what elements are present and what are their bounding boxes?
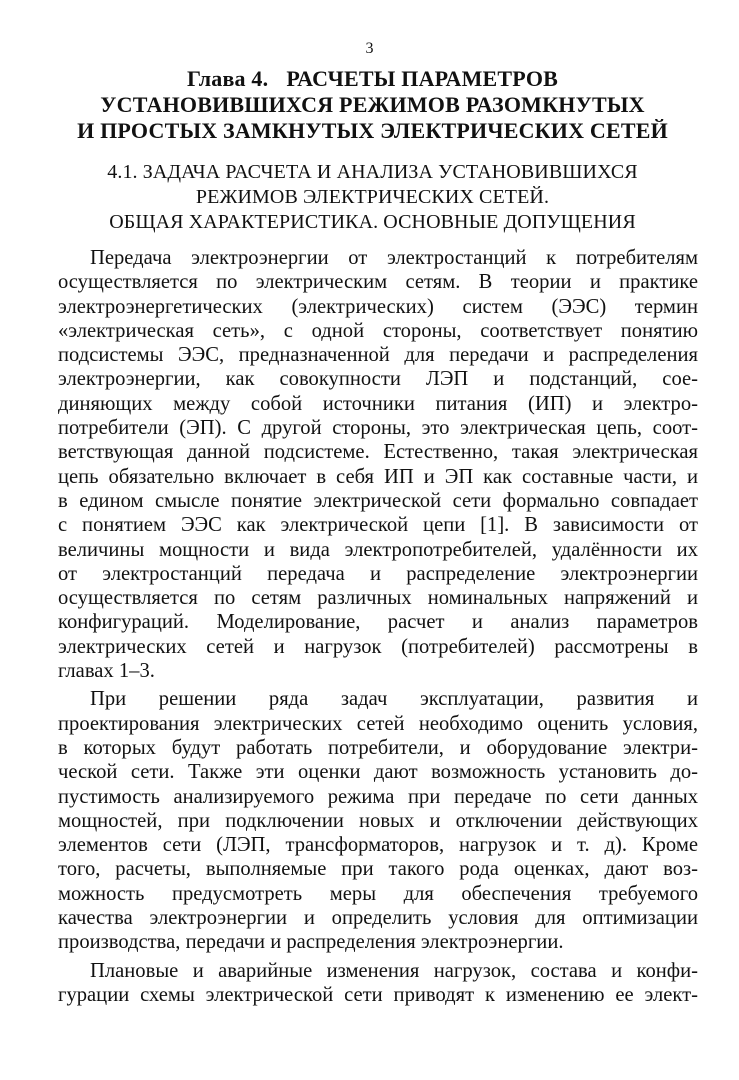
text-line: электроэнергетических (электрических) систем (ЭЭС) термин <box>58 295 698 318</box>
text-line: потребители (ЭП). С другой стороны, это электрическая цепь, соот- <box>58 417 698 440</box>
chapter-title-line <box>60 66 685 92</box>
text-line: пустимость анализируемого режима при передаче по сети данных <box>58 785 698 808</box>
body-text <box>58 246 698 1007</box>
text-line: качества электроэнергии и определить условия для оптимизации <box>58 907 698 930</box>
paragraph-1 <box>58 246 698 683</box>
text-line: проектирования электрических сетей необходимо оценить условия, <box>58 712 698 735</box>
text-line: производства, передачи и распределения электроэнергии. <box>58 931 564 954</box>
text-line: При решении ряда задач эксплуатации, развития и <box>90 688 698 711</box>
text-line: гурации схемы электрической сети приводят к изменению ее элект- <box>58 983 698 1006</box>
chapter-title-text: РАСЧЕТЫ ПАРАМЕТРОВ <box>286 66 558 91</box>
text-line: можность предусмотреть меры для обеспечения требуемого <box>58 882 698 905</box>
text-line: в которых будут работать потребители, и оборудование электри- <box>58 736 698 759</box>
paragraph-3 <box>58 959 698 1008</box>
chapter-title-line: УСТАНОВИВШИХСЯ РЕЖИМОВ РАЗОМКНУТЫХ <box>100 92 645 117</box>
text-line: Плановые и аварийные изменения нагрузок, состава и конфи- <box>90 959 698 982</box>
section-title-line: ОБЩАЯ ХАРАКТЕРИСТИКА. ОСНОВНЫЕ ДОПУЩЕНИЯ <box>109 211 636 233</box>
text-line: ческой сети. Также эти оценки дают возможность установить до- <box>58 761 698 784</box>
text-line: конфигураций. Моделирование, расчет и анализ параметров <box>58 611 698 634</box>
text-line: с понятием ЭЭС как электрической цепи [1]. В зависимости от <box>58 514 698 537</box>
text-line: осуществляется по электрическим сетям. В теории и практике <box>58 271 698 294</box>
text-line: элементов сети (ЛЭП, трансформаторов, нагрузок и т. д). Кроме <box>58 834 698 857</box>
text-line: ветствующая данной подсистеме. Естественно, такая электрическая <box>58 441 698 464</box>
section-title-line: РЕЖИМОВ ЭЛЕКТРИЧЕСКИХ СЕТЕЙ. <box>195 186 550 208</box>
text-line: электрических сетей и нагрузок (потребителей) рассмотрены в <box>58 635 698 658</box>
chapter-label: Глава 4. <box>186 66 269 91</box>
text-line: цепь обязательно включает в себя ИП и ЭП как составные части, и <box>58 465 698 488</box>
chapter-title <box>60 66 685 144</box>
page-number: 3 <box>365 40 374 57</box>
paragraph-2 <box>58 687 698 954</box>
text-line: от электростанций передача и распределение электроэнергии <box>58 562 698 585</box>
text-line: величины мощности и вида электропотребителей, удалённости их <box>58 538 698 561</box>
text-line: электроэнергии, как совокупности ЛЭП и подстанций, сое- <box>58 368 698 391</box>
text-line: «электрическая сеть», с одной стороны, соответствует понятию <box>58 319 698 342</box>
text-line: главах 1–3. <box>58 660 155 683</box>
chapter-title-line: И ПРОСТЫХ ЗАМКНУТЫХ ЭЛЕКТРИЧЕСКИХ СЕТЕЙ <box>77 118 668 143</box>
text-line: мощностей, при подключении новых и отключении действующих <box>58 809 698 832</box>
text-line: того, расчеты, выполняемые при такого рода оценках, дают воз- <box>58 858 698 881</box>
text-line: Передача электроэнергии от электростанций к потребителям <box>90 247 698 269</box>
text-line: диняющих между собой источники питания (ИП) и электро- <box>58 392 698 415</box>
text-line: подсистемы ЭЭС, предназначенной для передачи и распределения <box>58 344 698 367</box>
section-title <box>60 160 685 235</box>
text-line: осуществляется по сетям различных номинальных напряжений и <box>58 587 698 610</box>
text-line: в едином смысле понятие электрической сети формально совпадает <box>58 489 698 512</box>
section-title-line: 4.1. ЗАДАЧА РАСЧЕТА И АНАЛИЗА УСТАНОВИВШИХСЯ <box>107 161 638 183</box>
